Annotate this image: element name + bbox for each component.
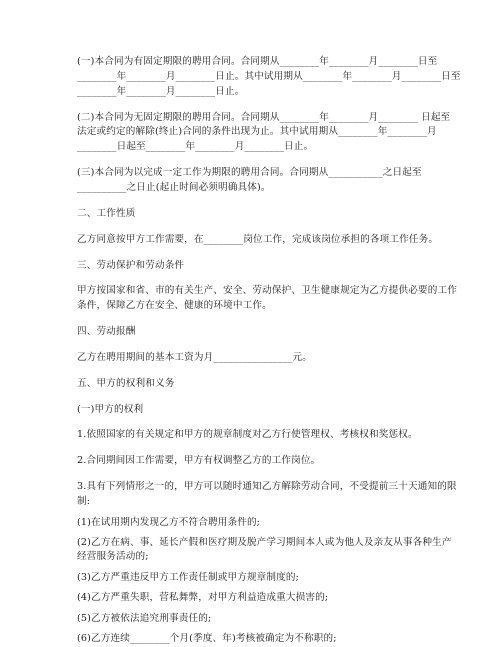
text-line: (一)本合同为有固定期限的聘用合同。合同期从________年________月________日至 (77, 56, 438, 67)
text-line: 乙方同意按甲方工作需要，在________岗位工作，完成该岗位承担的各项工作任务。 (77, 234, 439, 245)
text-line: 1.依照国家的有关规定和甲方的规章制度对乙方行使管理权、考核权和奖惩权。 (77, 429, 418, 440)
text-line: 经营服务活动的; (77, 551, 149, 562)
text-line: (6)乙方连续________个月(季度、年)考核被确定为不称职的; (77, 633, 337, 644)
text-line: 2.合同期间因工作需要，甲方有权调整乙方的工作岗位。 (77, 455, 321, 466)
text-line: 制: (77, 496, 91, 507)
text-line: (3)乙方严重违反甲方工作责任制或甲方规章制度的; (77, 572, 300, 583)
text-line: 法定或约定的解除(终止)合同的条件出现为止。其中试用期从________年________月 (77, 126, 437, 137)
text-line: (2)乙方在病、事、延长产假和医疗期及脱产学习期间本人或为他人及亲友从事各种生产 (77, 537, 452, 548)
text-line: (二)本合同为无固定期限的聘用合同。合同期从________年________月________ 日起至 (77, 112, 451, 123)
text-line: ________年________月________日止。 (77, 86, 245, 97)
text-line: 甲方按国家和省、市的有关生产、安全、劳动保护、卫生健康规定为乙方提供必要的工作 (77, 285, 458, 296)
subsection-heading: (一)甲方的权利 (77, 404, 144, 415)
text-line: 3.具有下列情形之一的，甲方可以随时通知乙方解除劳动合同，不受提前三十天通知的限 (77, 481, 457, 492)
text-line: ________年________月________日止。其中试用期从________年________月________日至 (77, 71, 461, 82)
text-line: (1)在试用期内发现乙方不符合聘用条件的; (77, 517, 261, 528)
section-heading: 五、甲方的权利和义务 (77, 378, 175, 389)
text-line: ________日起至________年________月________日止。 (77, 141, 314, 152)
section-heading: 四、劳动报酬 (77, 326, 136, 337)
section-heading: 三、劳动保护和劳动条件 (77, 260, 185, 271)
text-line: 条件，保障乙方在安全、健康的环境中工作。 (77, 300, 272, 311)
text-line: (4)乙方严重失职，营私舞弊，对甲方利益造成重大损害的; (77, 592, 329, 603)
text-line: __________之日止(起止时间必须明确具体)。 (77, 182, 271, 193)
text-line: 乙方在聘用期间的基本工资为月________________元。 (77, 352, 313, 363)
text-line: (5)乙方被依法追究刑事责任的; (77, 613, 212, 624)
section-heading: 二、工作性质 (77, 208, 136, 219)
text-line: (三)本合同为以完成一定工作为期限的聘用合同。合同期从___________之日起至 (77, 167, 422, 178)
